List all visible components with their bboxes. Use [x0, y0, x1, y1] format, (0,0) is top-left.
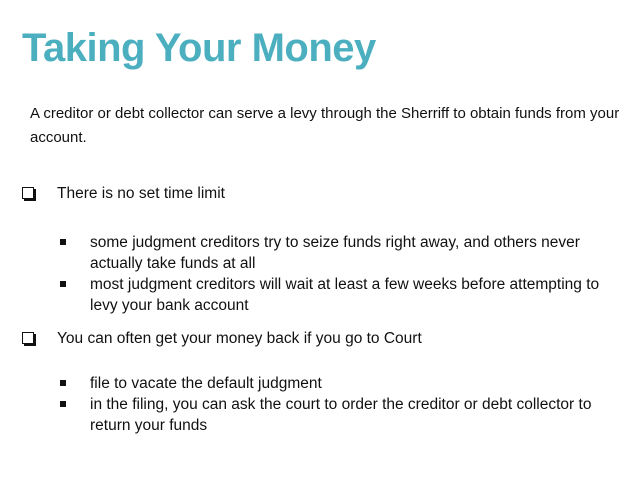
slide-title: Taking Your Money: [22, 26, 376, 70]
sub-list: [22, 373, 622, 436]
sub-item-text: some judgment creditors try to seize funds right away, and others never actually take funds at all: [90, 234, 580, 272]
sub-list: [22, 232, 622, 316]
sub-item-text: most judgment creditors will wait at least a few weeks before attempting to levy your bank account: [90, 276, 600, 314]
sub-item: [22, 394, 610, 436]
sub-item: [22, 232, 610, 274]
checkbox-bullet-icon: [22, 332, 34, 344]
square-bullet-icon: [60, 239, 66, 245]
square-bullet-icon: [60, 281, 66, 287]
point-label: There is no set time limit: [57, 185, 225, 202]
checkbox-bullet-icon: [22, 187, 34, 199]
sub-item: [22, 274, 610, 316]
sub-item-text: in the filing, you can ask the court to order the creditor or debt collector to return your funds: [90, 396, 592, 434]
sub-item-text: file to vacate the default judgment: [90, 375, 322, 392]
square-bullet-icon: [60, 401, 66, 407]
intro-text: A creditor or debt collector can serve a levy through the Sherriff to obtain funds from your account.: [30, 105, 620, 146]
sub-item: [22, 373, 610, 394]
point-label: You can often get your money back if you go to Court: [57, 330, 422, 347]
square-bullet-icon: [60, 380, 66, 386]
